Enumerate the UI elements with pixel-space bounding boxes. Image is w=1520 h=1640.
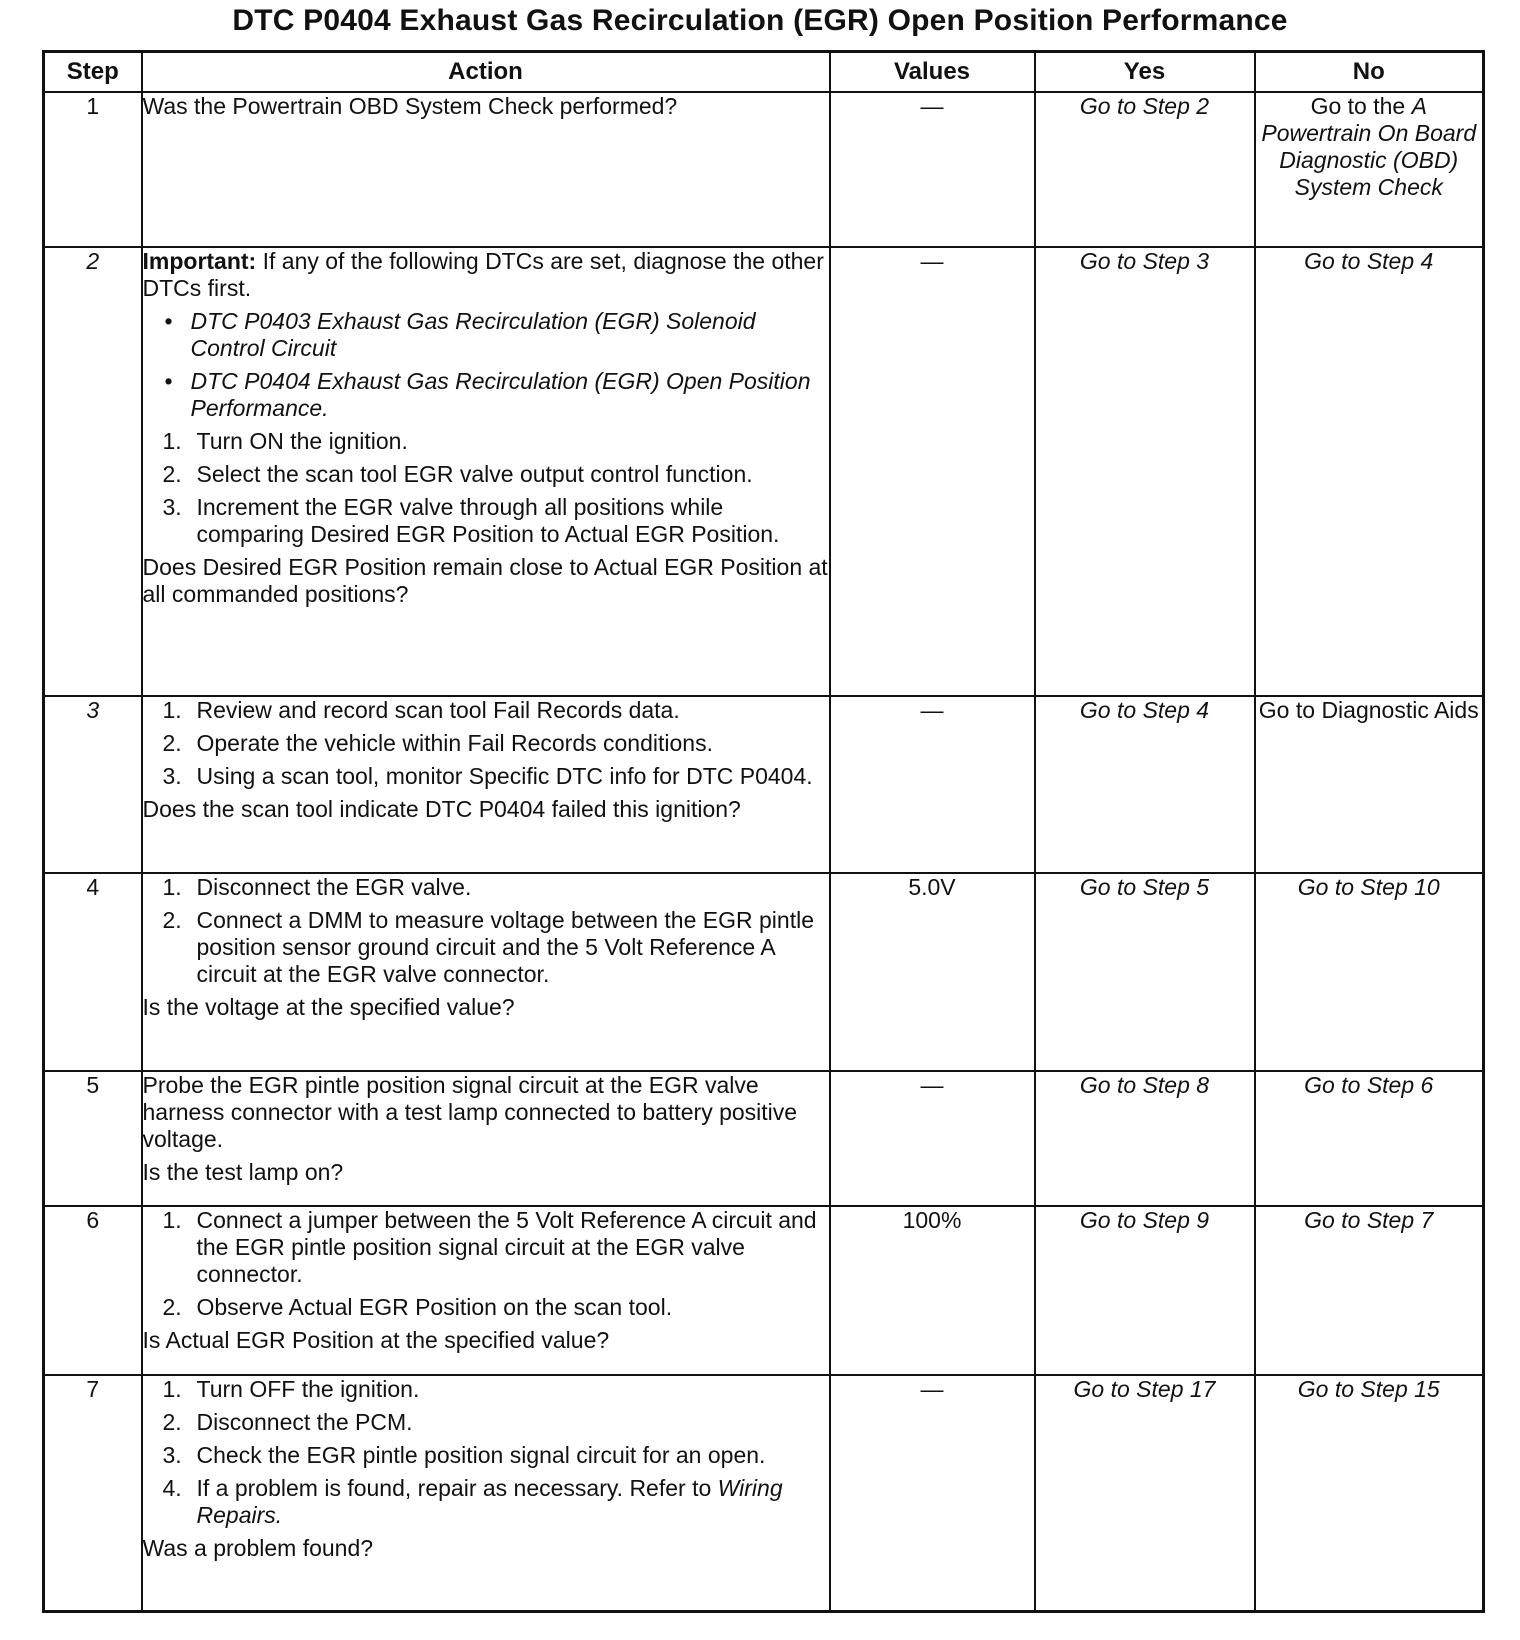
- value-cell: 5.0V: [830, 873, 1035, 1071]
- item-number: 1.: [162, 874, 182, 900]
- table-row-step-2: [44, 247, 1484, 696]
- item-text: Connect a jumper between the 5 Volt Reference A circuit and the EGR pintle position signal circuit at the EGR valve connector.: [196, 1207, 817, 1287]
- page-title: DTC P0404 Exhaust Gas Recirculation (EGR) Open Position Performance: [232, 4, 1288, 37]
- item-number: 2.: [162, 1294, 182, 1320]
- yes-cell: Go to Step 8: [1035, 1071, 1255, 1206]
- list-item: [163, 874, 829, 901]
- header-action: Action: [142, 52, 830, 93]
- value-cell: —: [830, 92, 1035, 247]
- header-yes: Yes: [1035, 52, 1255, 93]
- yes-cell: Go to Step 5: [1035, 873, 1255, 1071]
- item-text: Turn ON the ignition.: [196, 428, 408, 454]
- question-text: Was a problem found?: [142, 1535, 374, 1561]
- item-text-prefix: If a problem is found, repair as necessary. Refer to: [196, 1475, 718, 1501]
- no-cell: Go to Step 7: [1255, 1206, 1484, 1375]
- item-number: 1.: [162, 1207, 182, 1233]
- item-text: Select the scan tool EGR valve output control function.: [196, 461, 753, 487]
- item-number: 1.: [162, 697, 182, 723]
- action-cell: [142, 696, 830, 873]
- step-number: 7: [44, 1375, 142, 1611]
- header-step: Step: [44, 52, 142, 93]
- header-row: [44, 52, 1484, 93]
- bullet-mark: •: [164, 368, 173, 394]
- instruction-text: Probe the EGR pintle position signal circuit at the EGR valve harness connector with a test lamp connected to battery positive voltage.: [142, 1072, 798, 1152]
- bullet-text: DTC P0403 Exhaust Gas Recirculation (EGR) Solenoid Control Circuit: [190, 308, 756, 361]
- item-number: 1.: [162, 1376, 182, 1402]
- step-number: 3: [44, 696, 142, 873]
- no-prefix: Go to the: [1310, 93, 1412, 119]
- list-item: [163, 1207, 829, 1288]
- header-no: No: [1255, 52, 1484, 93]
- list-item: [163, 907, 829, 988]
- item-text: Using a scan tool, monitor Specific DTC info for DTC P0404.: [196, 763, 813, 789]
- item-number: 2.: [162, 1409, 182, 1435]
- important-note: [143, 248, 829, 302]
- item-text: Disconnect the PCM.: [196, 1409, 413, 1435]
- value-cell: —: [830, 696, 1035, 873]
- list-item: [163, 428, 829, 455]
- item-text: Increment the EGR valve through all positions while comparing Desired EGR Position to Actual EGR Position.: [196, 494, 780, 547]
- diagnostic-table: [42, 50, 1485, 1613]
- question-text: Does Desired EGR Position remain close to Actual EGR Position at all commanded positions?: [142, 554, 828, 607]
- list-item: [163, 494, 829, 548]
- item-number: 3.: [162, 1442, 182, 1468]
- item-text: Review and record scan tool Fail Records data.: [196, 697, 680, 723]
- list-item: [163, 1475, 829, 1529]
- item-number: 4.: [162, 1475, 182, 1501]
- table-row-step-1: [44, 92, 1484, 247]
- important-label: Important:: [142, 248, 257, 274]
- action-cell: [142, 92, 830, 247]
- action-cell: [142, 1206, 830, 1375]
- list-item: [165, 308, 829, 362]
- list-item: [163, 697, 829, 724]
- no-cell: Go to Step 10: [1255, 873, 1484, 1071]
- bullet-text: DTC P0404 Exhaust Gas Recirculation (EGR) Open Position Performance.: [190, 368, 811, 421]
- bullet-mark: •: [164, 308, 173, 334]
- list-item: [163, 1409, 829, 1436]
- yes-cell: Go to Step 3: [1035, 247, 1255, 696]
- value-cell: 100%: [830, 1206, 1035, 1375]
- list-item: [163, 1294, 829, 1321]
- important-text: If any of the following DTCs are set, diagnose the other DTCs first.: [142, 248, 824, 301]
- item-text: [197, 1475, 829, 1529]
- step-number: 6: [44, 1206, 142, 1375]
- table-row-step-3: [44, 696, 1484, 873]
- item-text: Observe Actual EGR Position on the scan tool.: [196, 1294, 673, 1320]
- item-text: Disconnect the EGR valve.: [196, 874, 472, 900]
- no-cell: [1255, 92, 1484, 247]
- no-link-obd-check: A Powertrain On Board Diagnostic (OBD) System Check: [1261, 93, 1477, 200]
- list-item: [163, 730, 829, 757]
- item-number: 2.: [162, 907, 182, 933]
- header-values: Values: [830, 52, 1035, 93]
- value-cell: —: [830, 247, 1035, 696]
- no-cell: Go to Diagnostic Aids: [1255, 696, 1484, 873]
- table-row-step-5: [44, 1071, 1484, 1206]
- table-row-step-7: [44, 1375, 1484, 1611]
- table-row-step-6: [44, 1206, 1484, 1375]
- yes-cell: Go to Step 2: [1035, 92, 1255, 247]
- item-text: Turn OFF the ignition.: [196, 1376, 420, 1402]
- list-item: [165, 368, 829, 422]
- step-number: 4: [44, 873, 142, 1071]
- item-number: 2.: [162, 730, 182, 756]
- question-text: Is Actual EGR Position at the specified value?: [142, 1327, 610, 1353]
- list-item: [163, 1442, 829, 1469]
- question-text: Does the scan tool indicate DTC P0404 failed this ignition?: [142, 796, 741, 822]
- list-item: [163, 1376, 829, 1403]
- item-text: Operate the vehicle within Fail Records conditions.: [196, 730, 713, 756]
- step-number: 1: [44, 92, 142, 247]
- step-number: 5: [44, 1071, 142, 1206]
- item-number: 3.: [162, 763, 182, 789]
- question-text: Was the Powertrain OBD System Check performed?: [142, 93, 678, 119]
- wiring-repairs-reference: Wiring Repairs.: [196, 1475, 783, 1528]
- yes-cell: Go to Step 4: [1035, 696, 1255, 873]
- action-cell: [142, 1071, 830, 1206]
- item-number: 1.: [162, 428, 182, 454]
- item-number: 2.: [162, 461, 182, 487]
- value-cell: —: [830, 1071, 1035, 1206]
- no-cell: Go to Step 6: [1255, 1071, 1484, 1206]
- value-cell: —: [830, 1375, 1035, 1611]
- yes-cell: Go to Step 17: [1035, 1375, 1255, 1611]
- action-cell: [142, 873, 830, 1071]
- step-number: 2: [44, 247, 142, 696]
- question-text: Is the test lamp on?: [142, 1159, 344, 1185]
- no-cell: Go to Step 4: [1255, 247, 1484, 696]
- item-text: Connect a DMM to measure voltage between the EGR pintle position sensor ground circuit and the 5 Volt Reference A circuit at the EGR valve connector.: [196, 907, 814, 987]
- item-number: 3.: [162, 494, 182, 520]
- no-cell: Go to Step 15: [1255, 1375, 1484, 1611]
- list-item: [163, 763, 829, 790]
- yes-cell: Go to Step 9: [1035, 1206, 1255, 1375]
- action-cell: [142, 247, 830, 696]
- table-row-step-4: [44, 873, 1484, 1071]
- action-cell: [142, 1375, 830, 1611]
- question-text: Is the voltage at the specified value?: [142, 994, 515, 1020]
- list-item: [163, 461, 829, 488]
- item-text: Check the EGR pintle position signal circuit for an open.: [196, 1442, 766, 1468]
